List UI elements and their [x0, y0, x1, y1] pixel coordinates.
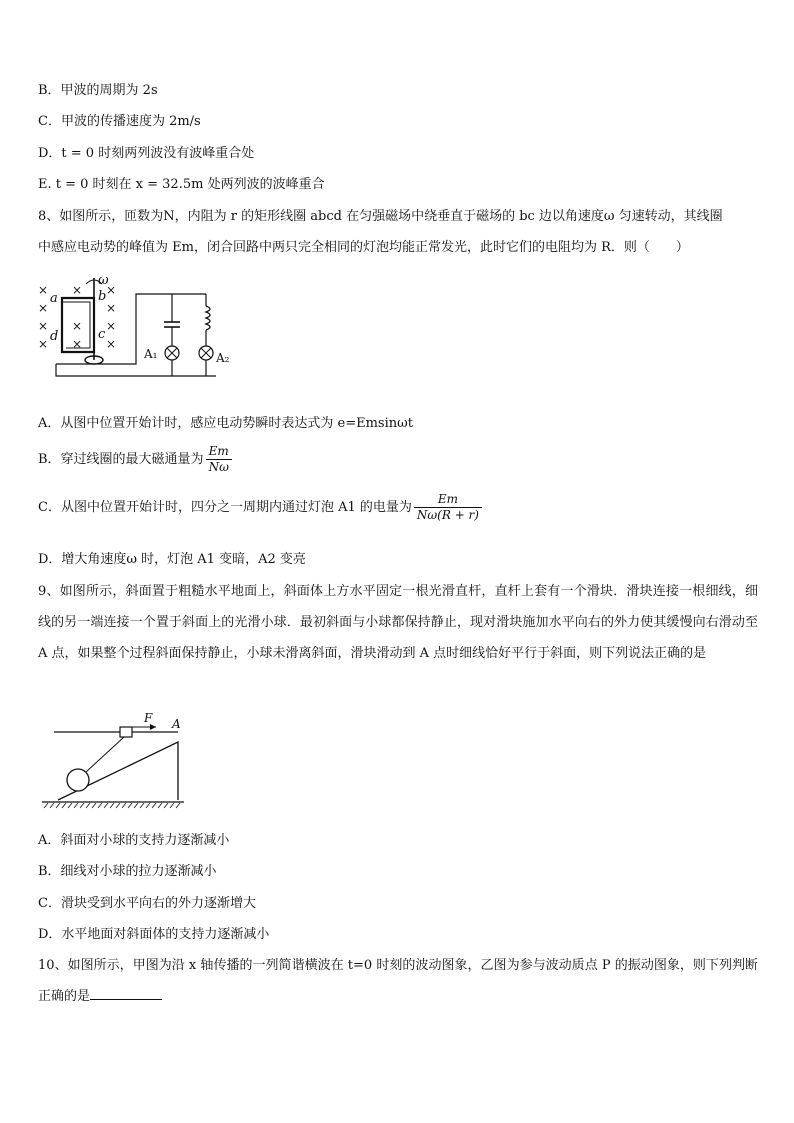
q8-option-b-text: B．穿过线圈的最大磁通量为: [38, 451, 204, 467]
field-cross: ×: [106, 283, 117, 297]
field-cross: ×: [38, 319, 49, 333]
q8-option-b-fraction: [206, 444, 232, 475]
coil-label-c: c: [98, 327, 106, 342]
omega-label: ω: [98, 273, 109, 288]
field-cross: ×: [38, 283, 49, 297]
fraction-numerator: Em: [414, 492, 482, 508]
field-cross: ×: [72, 283, 83, 297]
q10-stem-text: 10、如图所示，甲图为沿 x 轴传播的一列简谐横波在 t=0 时刻的波动图象，乙图为参与波动质点 P 的振动图象，则下列判断正确的是: [38, 958, 758, 1004]
q9-option-c: C．滑块受到水平向右的外力逐渐增大: [38, 896, 256, 911]
q9-incline-slider-figure: [38, 708, 188, 812]
q7-option-b: B．甲波的周期为 2s: [38, 83, 158, 98]
field-cross: ×: [72, 337, 83, 351]
q7-option-e: E. t = 0 时刻在 x = 32.5m 处两列波的波峰重合: [38, 177, 325, 192]
coil-label-a: a: [50, 291, 58, 306]
q10-stem: [38, 950, 758, 1012]
field-cross: ×: [106, 319, 117, 333]
coil-label-d: d: [50, 329, 59, 344]
field-cross: ×: [38, 337, 49, 351]
q8-option-a: A．从图中位置开始计时，感应电动势瞬时表达式为 e=Emsinωt: [38, 416, 413, 431]
q9-option-a: A．斜面对小球的支持力逐渐减小: [38, 833, 230, 848]
q9-stem: 9、如图所示，斜面置于粗糙水平地面上，斜面体上方水平固定一根光滑直杆，直杆上套有一个滑块．滑块连接一根细线，细线的另一端连接一个置于斜面上的光滑小球．最初斜面与小球都保持静止，现对滑块施加水平向右的外力使其缓慢向右滑动至 A 点，如果整个过程斜面保持静止，小球未滑离斜面，滑块滑动到 A 点时细线恰好平行于斜面，则下列说法正确的是: [38, 584, 758, 661]
field-cross: ×: [38, 301, 49, 315]
q8-option-c-text: C．从图中位置开始计时，四分之一周期内通过灯泡 A1 的电量为: [38, 499, 412, 515]
field-cross: ×: [106, 301, 117, 315]
field-cross: ×: [106, 337, 117, 351]
field-cross: ×: [72, 319, 83, 333]
q7-option-d: D．t = 0 时刻两列波没有波峰重合处: [38, 146, 255, 161]
force-label-f: F: [144, 711, 153, 725]
q9-option-d: D．水平地面对斜面体的支持力逐渐减小: [38, 927, 270, 942]
q8-stem-line-2: 中感应电动势的峰值为 Em，闭合回路中两只完全相同的灯泡均能正常发光，此时它们的电阻均为 R．则（ ）: [38, 240, 689, 255]
coil-label-b: b: [98, 289, 107, 304]
fraction-numerator: Em: [206, 444, 232, 460]
fraction-denominator: Nω: [208, 460, 229, 474]
q8-generator-circuit-figure: [36, 272, 246, 386]
q9-option-b: B．细线对小球的拉力逐渐减小: [38, 864, 217, 879]
q8-stem-line-1: 8、如图所示，匝数为N，内阻为 r 的矩形线圈 abcd 在匀强磁场中绕垂直于磁场的 bc 边以角速度ω 匀速转动，其线圈: [38, 209, 723, 224]
fraction-denominator: Nω(R + r): [416, 508, 479, 522]
q7-option-c: C．甲波的传播速度为 2m/s: [38, 114, 201, 129]
point-label-a: A: [172, 717, 181, 731]
q8-option-d: D．增大角速度ω 时，灯泡 A1 变暗，A2 变亮: [38, 552, 306, 567]
answer-blank[interactable]: [90, 987, 162, 1000]
q8-option-b: [38, 444, 234, 475]
q8-option-c-fraction: [414, 492, 482, 523]
q8-option-c: [38, 492, 484, 523]
lamp-a1-label: A₁: [144, 347, 158, 361]
lamp-a2-label: A₂: [216, 351, 230, 365]
